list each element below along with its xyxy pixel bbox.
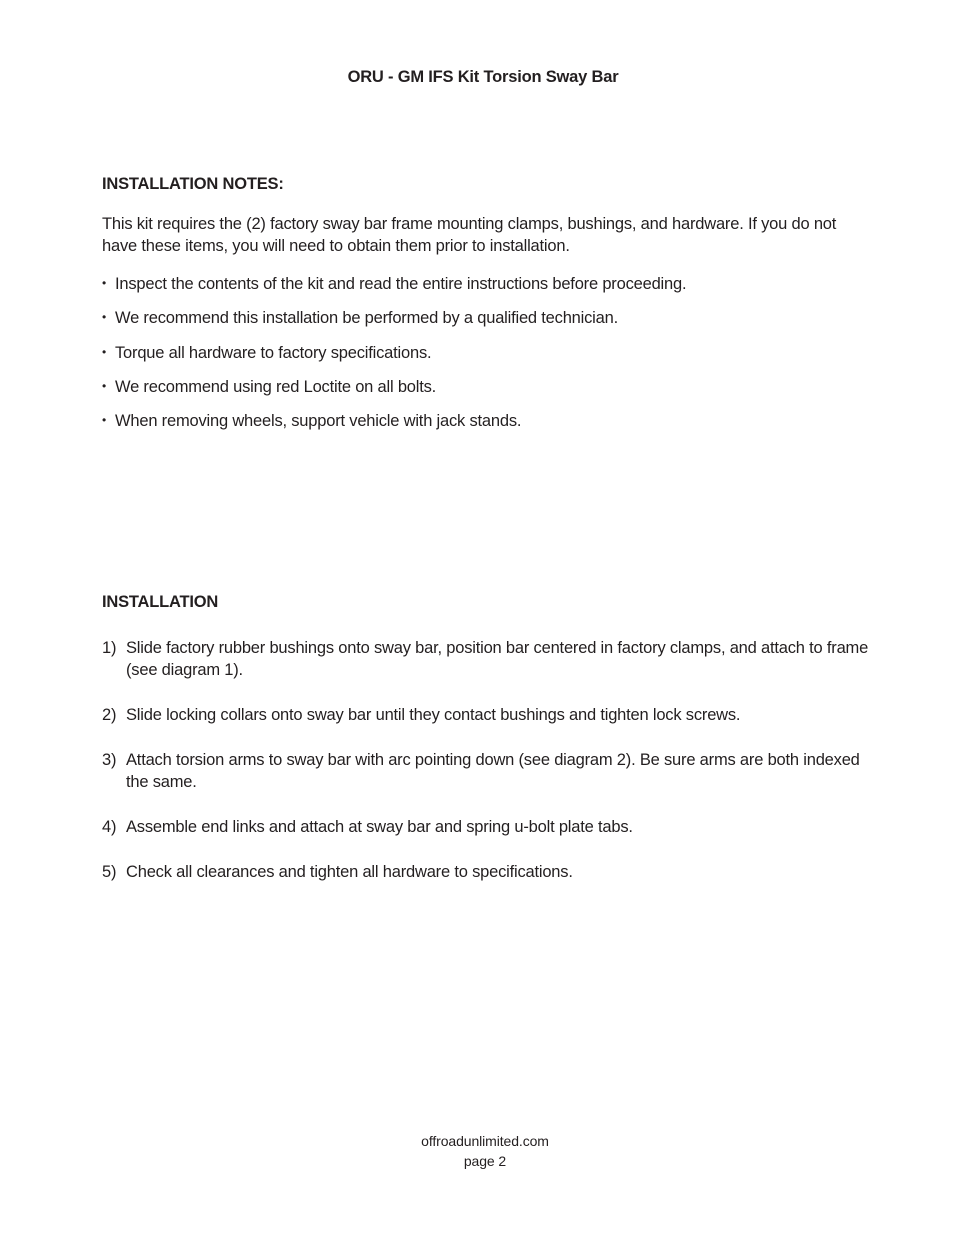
step-text: Slide factory rubber bushings onto sway bar, position bar centered in factory clamps, and attach to frame (see diagram 1). <box>126 639 869 679</box>
bullet-icon: • <box>102 379 107 393</box>
note-text: When removing wheels, support vehicle with jack stands. <box>115 412 522 430</box>
list-item <box>102 412 521 431</box>
list-item <box>102 275 686 294</box>
step-text: Slide locking collars onto sway bar until they contact bushings and tighten lock screws. <box>126 706 741 724</box>
note-text: Torque all hardware to factory specifications. <box>115 344 432 362</box>
step-number: 2) <box>102 706 117 724</box>
bullet-icon: • <box>102 276 107 290</box>
list-item <box>102 344 431 363</box>
page-title: ORU - GM IFS Kit Torsion Sway Bar <box>347 68 619 86</box>
list-item <box>102 309 618 328</box>
intro-paragraph: This kit requires the (2) factory sway bar frame mounting clamps, bushings, and hardware. If you do not have these items, you will need to obtain them prior to installation. <box>102 215 837 255</box>
step-text: Check all clearances and tighten all hardware to specifications. <box>126 863 573 881</box>
step-text: Assemble end links and attach at sway bar and spring u-bolt plate tabs. <box>126 818 633 836</box>
step-item <box>102 861 882 883</box>
footer-page-number: page 2 <box>463 1153 507 1169</box>
note-text: We recommend this installation be performed by a qualified technician. <box>115 309 618 327</box>
step-item <box>102 749 882 793</box>
step-number: 4) <box>102 818 117 836</box>
step-item <box>102 704 882 726</box>
note-text: Inspect the contents of the kit and read the entire instructions before proceeding. <box>115 275 687 293</box>
bullet-icon: • <box>102 345 107 359</box>
step-number: 1) <box>102 639 117 657</box>
bullet-icon: • <box>102 310 107 324</box>
step-item <box>102 637 882 681</box>
step-number: 5) <box>102 863 117 881</box>
step-number: 3) <box>102 751 117 769</box>
installation-heading: INSTALLATION <box>102 593 219 611</box>
installation-notes-heading: INSTALLATION NOTES: <box>102 175 284 193</box>
step-item <box>102 816 882 838</box>
list-item <box>102 378 436 397</box>
bullet-icon: • <box>102 413 107 427</box>
footer-website: offroadunlimited.com <box>421 1133 549 1149</box>
step-text: Attach torsion arms to sway bar with arc pointing down (see diagram 2). Be sure arms are both indexed the same. <box>126 751 860 791</box>
note-text: We recommend using red Loctite on all bolts. <box>115 378 437 396</box>
